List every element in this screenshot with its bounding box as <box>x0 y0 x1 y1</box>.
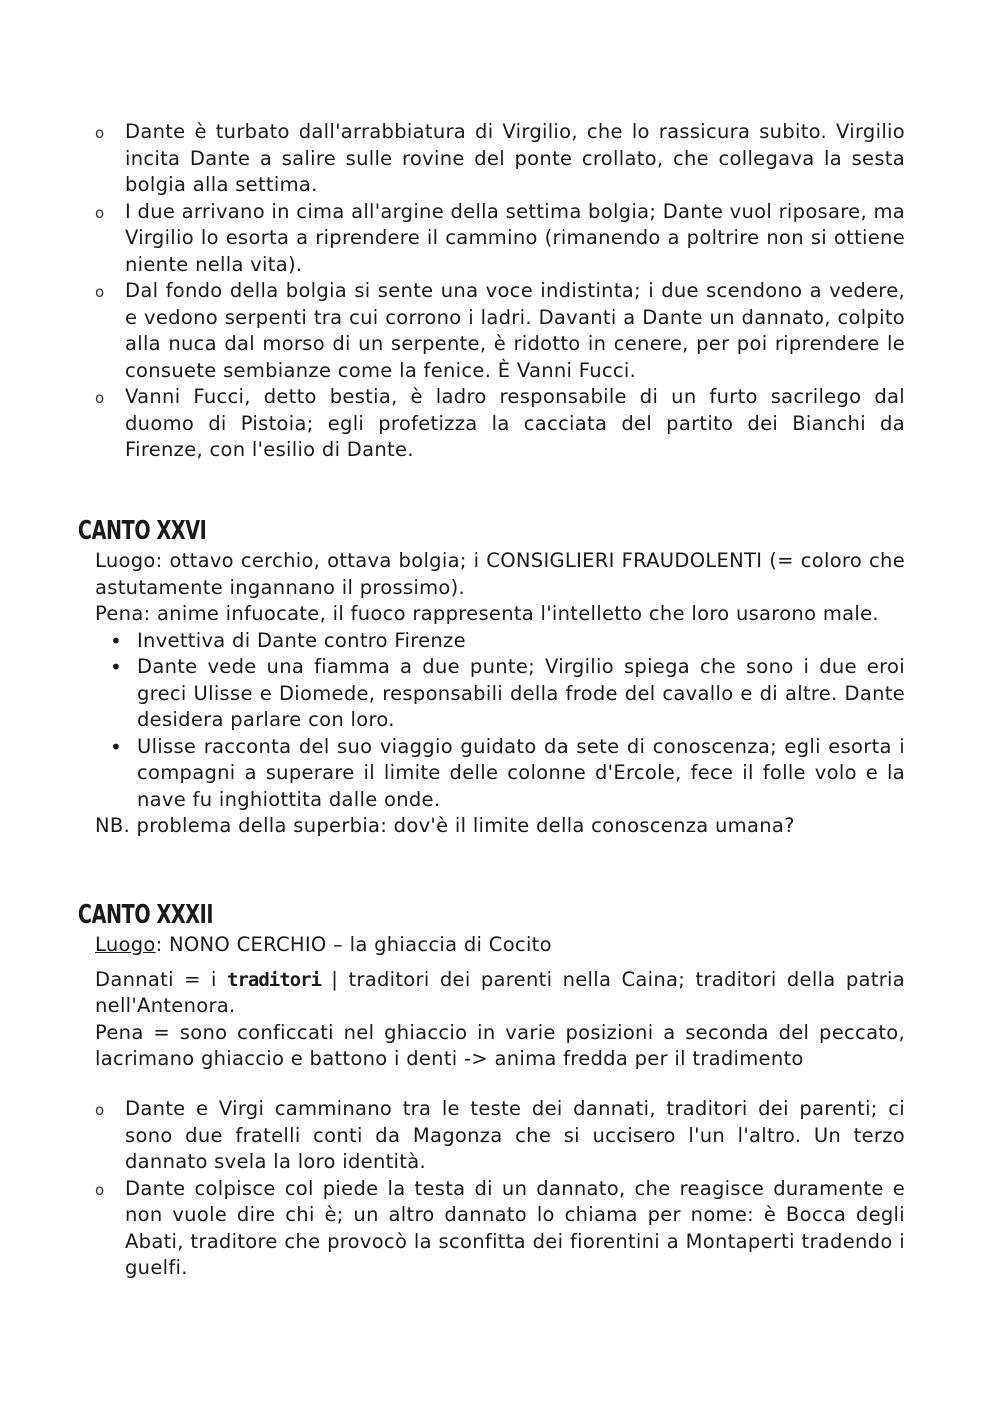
intro-list <box>0 119 1000 464</box>
canto-26-bullets <box>0 628 1000 814</box>
list-item: o I due arrivano in cima all'argine della settima bolgia; Dante vuol riposare, ma Virgilio lo esorta a riprendere il cammino (rimanendo a poltrire non si ottiene niente nella vita). <box>0 199 1000 279</box>
canto-26-pena: Pena: anime infuocate, il fuoco rappresenta l'intelletto che loro usarono male. <box>95 602 879 625</box>
list-item: o Vanni Fucci, detto bestia, è ladro responsabile di un furto sacrilego dal duomo di Pistoia; egli profetizza la cacciata del partito dei Bianchi da Firenze, con l'esilio di Dante. <box>0 384 1000 464</box>
canto-26-title: CANTO XXVI <box>77 516 207 546</box>
canto-32-luogo <box>0 932 1000 959</box>
luogo-text: : NONO CERCHIO – la ghiaccia di Cocito <box>155 933 552 956</box>
canto-32-list <box>0 1096 1000 1282</box>
list-item: o Dal fondo della bolgia si sente una voce indistinta; i due scendono a vedere, e vedono serpenti tra cui corrono i ladri. Davanti a Dante un dannato, colpito alla nuca dal morso di un serpente, è ridotto in cenere, per poi riprendere le consuete sembianze come la fenice. È Vanni Fucci. <box>0 278 1000 384</box>
dannati-separator: | <box>320 967 349 991</box>
list-item: o Dante e Virgi camminano tra le teste dei dannati, traditori dei parenti; ci sono due fratelli conti da Magonza che si uccisero l'un l'altro. Un terzo dannato svela la loro identità. <box>0 1096 1000 1176</box>
canto-26-luogo: Luogo: ottavo cerchio, ottava bolgia; i CONSIGLIERI FRAUDOLENTI (= coloro che astutamente ingannano il prossimo). <box>95 549 905 599</box>
dannati-handwritten: traditori <box>227 968 321 991</box>
canto-32-section <box>0 932 1000 1073</box>
canto-32-pena: Pena = sono conficcati nel ghiaccio in varie posizioni a seconda del peccato, lacrimano ghiaccio e battono i denti -> anima fredda per il tradimento <box>95 1020 905 1070</box>
list-item: o Dante colpisce col piede la testa di un dannato, che reagisce duramente e non vuole dire chi è; un altro dannato lo chiama per nome: è Bocca degli Abati, traditore che provocò la sconfitta dei fiorentini a Montaperti tradendo i guelfi. <box>0 1176 1000 1282</box>
list-item: • Dante vede una fiamma a due punte; Virgilio spiega che sono i due eroi greci Ulisse e Diomede, responsabili della frode del cavallo e di altre. Dante desidera parlare con loro. <box>0 654 1000 734</box>
canto-32-title: CANTO XXXII <box>77 900 214 930</box>
canto-26-nb: NB. problema della superbia: dov'è il limite della conoscenza umana? <box>95 814 795 837</box>
dannati-prefix: Dannati = i <box>95 967 228 991</box>
list-item: o Dante è turbato dall'arrabbiatura di Virgilio, che lo rassicura subito. Virgilio incita Dante a salire sulle rovine del ponte crollato, che collegava la sesta bolgia alla settima. <box>0 119 1000 199</box>
luogo-label: Luogo <box>95 933 156 956</box>
list-item: • Invettiva di Dante contro Firenze <box>0 628 1000 655</box>
dannati-rest: traditori dei parenti nella Caina; traditori della patria nell'Antenora. <box>95 967 905 1017</box>
list-item: • Ulisse racconta del suo viaggio guidato da sete di conoscenza; egli esorta i compagni a superare il limite delle colonne d'Ercole, fece il folle volo e la nave fu inghiottita dalle onde. <box>0 734 1000 814</box>
canto-32-dannati <box>0 967 1000 1020</box>
canto-26-section <box>0 548 1000 840</box>
